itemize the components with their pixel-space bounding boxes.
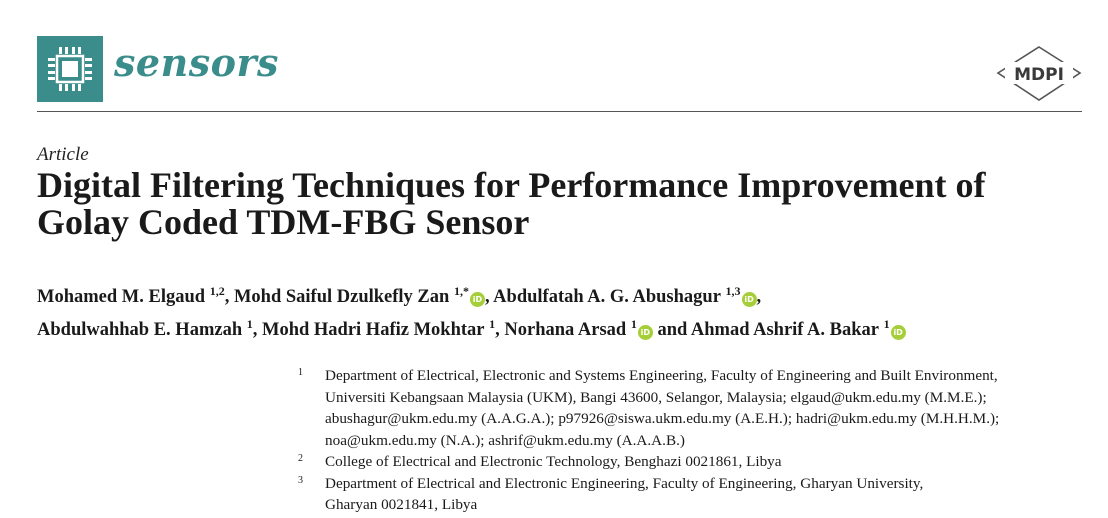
author-affiliation-sup: 1,* xyxy=(453,284,469,298)
author-affiliation-sup: 1 xyxy=(883,317,890,331)
author-affiliation-sup: 1,2 xyxy=(209,284,225,298)
publisher-name: MDPI xyxy=(1014,65,1064,85)
chip-icon xyxy=(37,36,103,102)
affiliation-line: College of Electrical and Electronic Technology, Benghazi 0021861, Libya xyxy=(325,453,782,470)
affiliation-line: noa@ukm.edu.my (N.A.); ashrif@ukm.edu.my (A.A.A.B.) xyxy=(325,431,685,449)
author-affiliation-sup: 1 xyxy=(489,317,496,331)
author-name: Norhana Arsad xyxy=(504,320,627,340)
author-affiliation-sup: 1,3 xyxy=(725,284,741,298)
article-type: Article xyxy=(37,144,89,165)
affiliation-line: Universiti Kebangsaan Malaysia (UKM), Bangi 43600, Selangor, Malaysia; elgaud@ukm.edu.my (M.M.E.); xyxy=(325,388,987,406)
author-name: Ahmad Ashrif A. Bakar xyxy=(690,320,880,340)
header-divider xyxy=(37,111,1082,112)
author-name: Abdulfatah A. G. Abushagur xyxy=(493,287,721,307)
author-name: Mohd Hadri Hafiz Mokhtar xyxy=(261,320,485,340)
affiliation-list xyxy=(297,365,1097,516)
orcid-icon[interactable]: iD xyxy=(742,292,757,307)
title-line: Digital Filtering Techniques for Performance Improvement of xyxy=(37,165,986,205)
orcid-icon[interactable]: iD xyxy=(891,325,906,340)
journal-header xyxy=(37,36,1082,112)
author-line: Abdulwahhab E. Hamzah $^1$, Mohd Hadri Hafiz Mokhtar $^1$, Norhana Arsad $^1$iD and Ahmad Ashrif A. Bakar $^1$iD xyxy=(37,311,1097,344)
affiliation-item xyxy=(297,451,1097,473)
author-conjunction: and xyxy=(657,320,688,340)
author-line: Mohamed M. Elgaud $^{1,2}$, Mohd Saiful Dzulkefly Zan $^{1,*}$iD , Abdulfatah A. G. Abushagur $^{1,3}$iD , xyxy=(37,284,762,307)
affiliation-line: abushagur@ukm.edu.my (A.A.G.A.); p97926@siswa.ukm.edu.my (A.E.H.); hadri@ukm.edu.my (M.H.H.M.); xyxy=(325,410,1000,427)
author-list xyxy=(37,278,1097,344)
affiliation-line: Department of Electrical, Electronic and Systems Engineering, Faculty of Engineering and Built Environment, xyxy=(325,367,998,384)
author-name: Mohamed M. Elgaud xyxy=(37,287,206,307)
author-name: Abdulwahhab E. Hamzah xyxy=(37,320,243,340)
affiliation-item xyxy=(297,473,1097,516)
orcid-icon[interactable]: iD xyxy=(638,325,653,340)
affiliation-number: 1 xyxy=(298,367,303,378)
affiliation-number: 2 xyxy=(298,453,303,464)
affiliation-item xyxy=(297,365,1097,451)
affiliation-line: Department of Electrical and Electronic Engineering, Faculty of Engineering, Gharyan University, xyxy=(325,474,924,492)
affiliation-number: 3 xyxy=(298,474,303,486)
paper-title xyxy=(37,167,1087,241)
affiliation-line: Gharyan 0021841, Libya xyxy=(325,496,478,513)
mdpi-logo[interactable] xyxy=(996,45,1082,102)
journal-name[interactable]: sensors xyxy=(114,40,279,85)
orcid-icon[interactable]: iD xyxy=(470,292,485,307)
title-line: Golay Coded TDM-FBG Sensor xyxy=(37,202,530,242)
author-name: Mohd Saiful Dzulkefly Zan xyxy=(233,287,450,307)
author-affiliation-sup: 1 xyxy=(630,317,637,331)
author-affiliation-sup: 1 xyxy=(246,317,253,331)
